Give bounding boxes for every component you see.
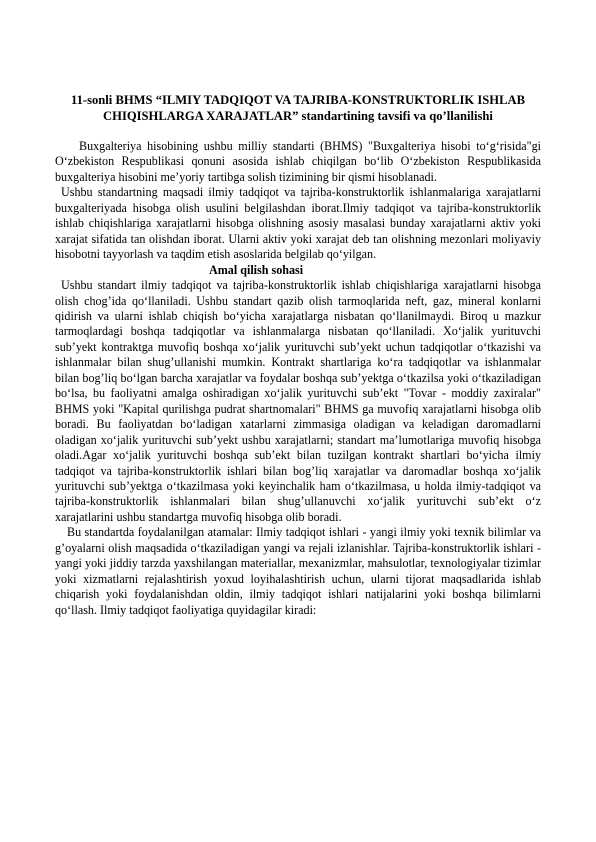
paragraph-intro: Buxgalteriya hisobining ushbu milliy standarti (BHMS) "Buxgalteriya hisobi to‘g‘risida"gi O‘zbekiston Respublikasi qonuni asosida ishlab chiqilgan bo‘lib O‘zbekiston Respublikasida buxgalteriya hisobini me’yoriy tartibga solish tizimining bir qismi hisoblanadi. (55, 139, 541, 184)
paragraph-scope: Ushbu standart ilmiy tadqiqot va tajriba-konstruktorlik ishlab chiqishlariga xarajatlarni hisobga olish chog’ida qo‘llaniladi. Ushbu standart qazib olish tarmoqlarida neft, gaz, mineral konlarni qidirish va ularni ishlab chiqish bo‘yicha xarajatlarga nisbatan qo‘llanilmaydi. Biroq u mazkur tarmoqlardagi boshqa tadqiqotlar va ishlanmalarga nisbatan qo‘llaniladi. Xo‘jalik yurituvchi sub’yekt kontraktga muvofiq boshqa xo‘jalik yurituvchi sub’yekt uchun tadqiqotlar o‘tkazishi va ishlanmalar bilan shug’ullanishi mumkin. Kontrakt shartlariga ko‘ra tadqiqotlar va ishlanmalar bilan bog’liq bo‘lgan barcha xarajatlar va foydalar boshqa sub’yektga o‘tkazilsa yoki o‘tkaziladigan bo‘lsa, bu faoliyatni amalga oshiradigan xo‘jalik yurituvchi sub’ekt "Tovar - moddiy zaxiralar" BHMS yoki "Kapital qurilishga pudrat shartnomalari" BHMS ga muvofiq xarajatlarni hisobga olib boradi. Bu faoliyatdan bo‘ladigan xatarlarni zimmasiga oladigan va keladigan daromadlarni oladigan xo‘jalik yurituvchi sub’yekt ushbu xarajatlarni; standart ma’lumotlariga muvofiq hisobga oladi.Agar xo‘jalik yurituvchi boshqa sub’ekt bilan tuzilgan kontrakt shartlari bo‘yicha ilmiy tadqiqot va tajriba-konstruktorlik ishlari bilan bog’liq xarajatlar va daromadlar boshqa xo‘jalik yurituvchi sub’yektga o‘tkazilmasa yoki keyinchalik ham o‘tkazilmasa, u holda ilmiy-tadqiqot va tajriba-konstruktorlik ishlanmalari bilan shug’ullanuvchi xo‘jalik yurituvchi sub’ekt o‘z xarajatlarini ushbu standartga muvofiq hisobga olib boradi. (55, 278, 541, 524)
document-title: 11-sonli BHMS “ILMIY TADQIQOT VA TAJRIBA-KONSTRUKTORLIK ISHLAB CHIQISHLARGA XARAJATLAR” standartining tavsifi va qo’llanilishi (71, 93, 525, 123)
section-heading: Amal qilish sohasi (209, 262, 304, 277)
paragraph-terms: Bu standartda foydalanilgan atamalar: Ilmiy tadqiqot ishlari - yangi ilmiy yoki texnik bilimlar va g’oyalarni olish maqsadida o‘tkaziladigan yangi va rejali izlanishlar. Tajriba-konstruktorlik ishlari - yangi yoki jiddiy tarzda yaxshilangan materiallar, mexanizmlar, mahsulotlar, texnologiyalar tizimlar yoki xizmatlarni rejalashtirish yoxud loyihalashtirish uchun, ularni tijorat maqsadlarida ishlab chiqarish yoki foydalanishdan oldin, ilmiy tadqiqot ishlari natijalarini yoki boshqa bilimlarni qo‘llash. Ilmiy tadqiqot faoliyatiga quyidagilar kiradi: (55, 525, 541, 617)
document-page (55, 92, 541, 618)
paragraph-purpose: Ushbu standartning maqsadi ilmiy tadqiqot va tajriba-konstruktorlik ishlanmalariga xarajatlarni buxgalteriyada hisobga olish usulini belgilashdan iborat.Ilmiy tadqiqot va tajriba-konstruktorlik ishlab chiqishlariga xarajatlarni hisobga olishning asosiy masalasi bunday xarajatlarni aktiv yoki xarajat sifatida tan olishdan iborat. Ularni aktiv yoki xarajat deb tan olishning mezonlari moliyaviy hisobotni tayyorlash va taqdim etish asoslarida belgilab qo‘yilgan. (55, 185, 541, 262)
